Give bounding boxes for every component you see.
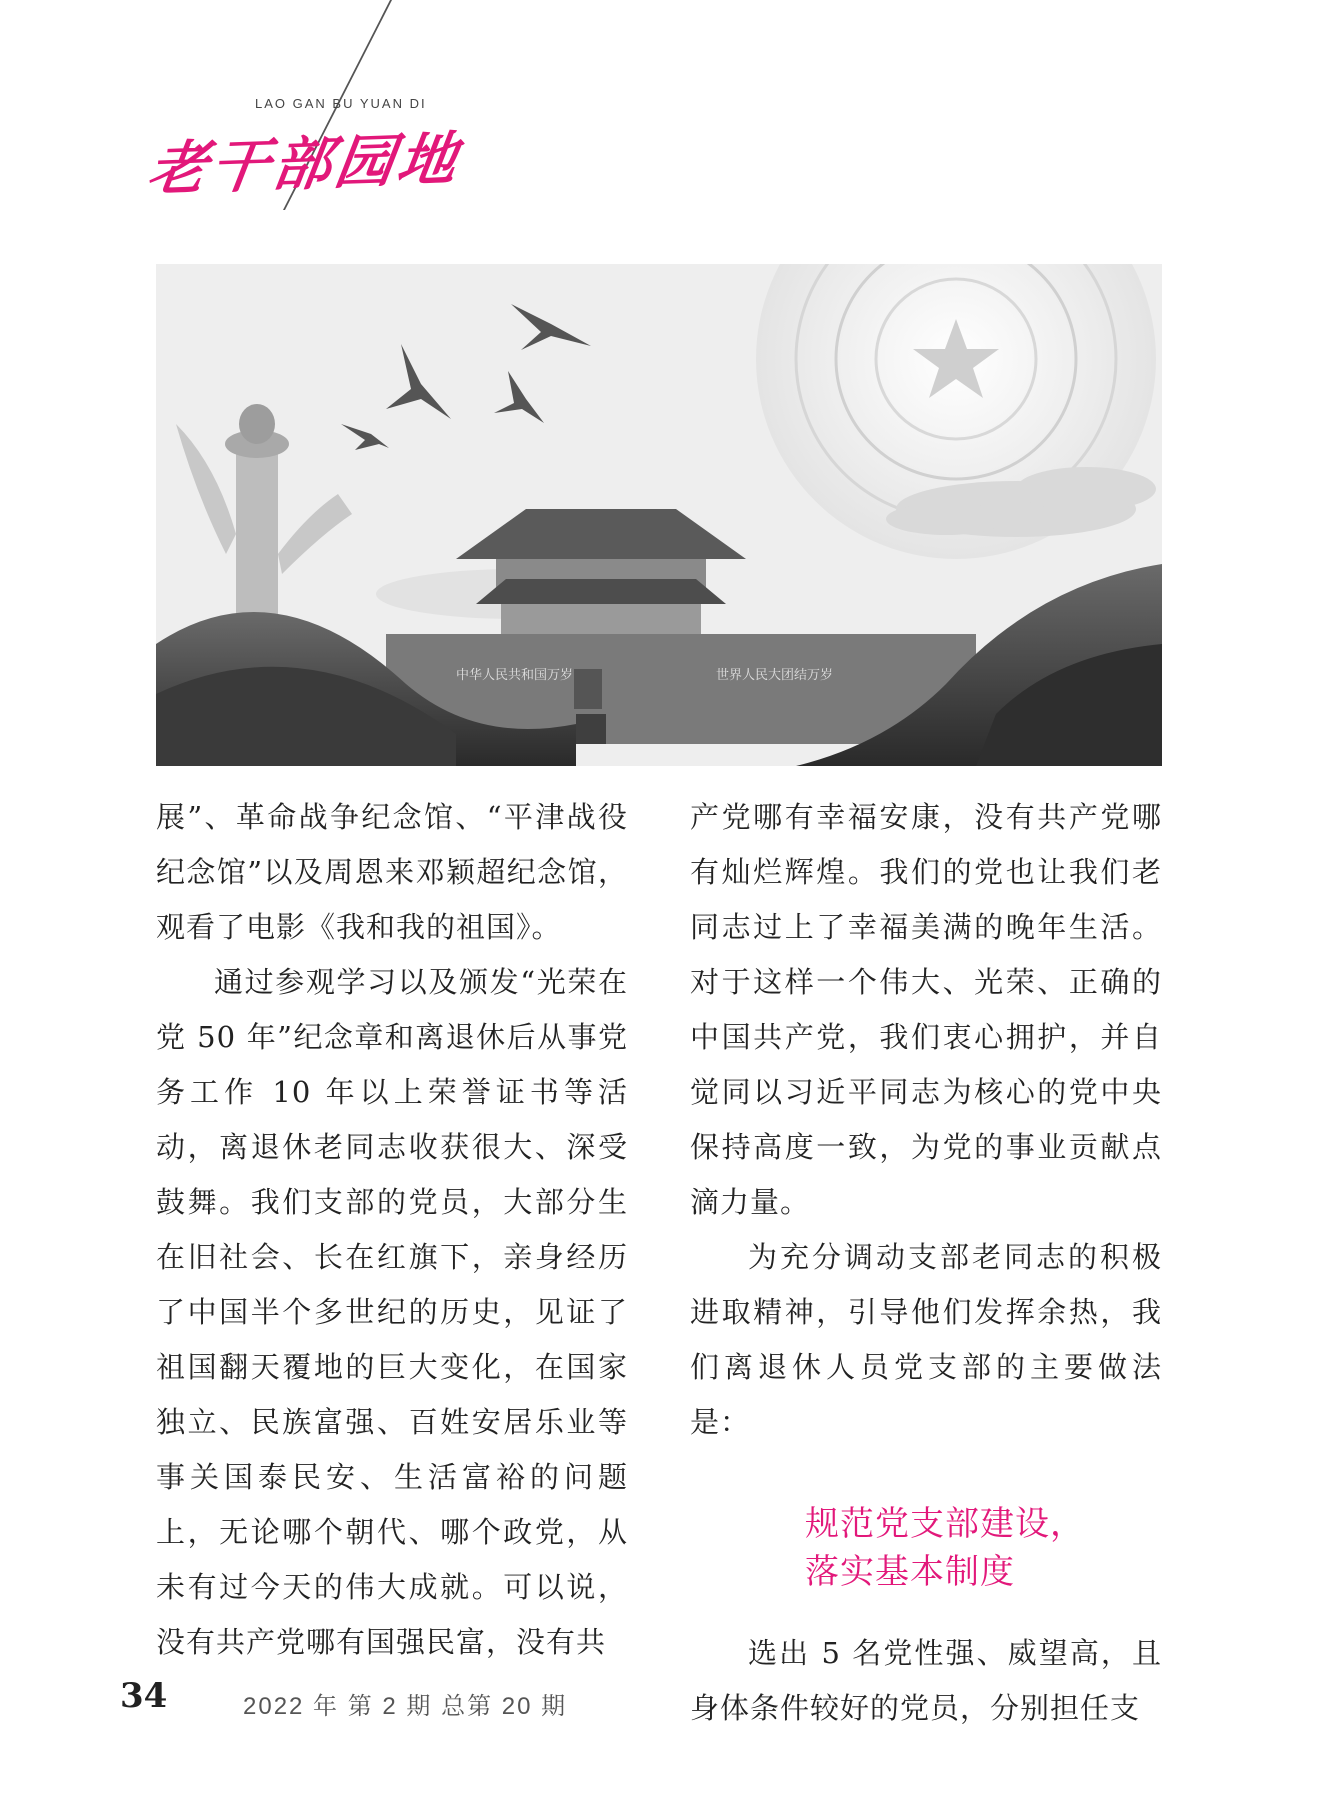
paragraph: 产党哪有幸福安康，没有共产党哪有灿烂辉煌。我们的党也让我们老同志过上了幸福美满的晚年生活。对于这样一个伟大、光荣、正确的中国共产党，我们衷心拥护，并自觉同以习近平同志为核心的党中央保持高度一致，为党的事业贡献点滴力量。 (690, 800, 1162, 1219)
series-title-english: LAO GAN BU YUAN DI (255, 96, 427, 111)
section-heading-line: 规范党支部建设， (805, 1504, 1085, 1544)
section-heading (690, 1500, 1162, 1596)
gate-slogan-left: 中华人民共和国万岁 (456, 668, 574, 683)
issue-info: 2022 年 第 2 期 总第 20 期 (243, 1693, 568, 1720)
paragraph: 为充分调动支部老同志的积极进取精神，引导他们发挥余热，我们离退休人员党支部的主要做法是： (690, 1240, 1162, 1439)
article-left-column (156, 790, 628, 1670)
banner-illustration (156, 264, 1162, 766)
paragraph: 选出 5 名党性强、威望高，且身体条件较好的党员，分别担任支 (690, 1636, 1162, 1725)
paragraph: 展”、革命战争纪念馆、“平津战役纪念馆”以及周恩来邓颖超纪念馆，观看了电影《我和我的祖国》。 (156, 800, 628, 944)
paragraph: 通过参观学习以及颁发“光荣在党 50 年”纪念章和离退休后从事党务工作 10 年以上荣誉证书等活动，离退休老同志收获很大、深受鼓舞。我们支部的党员，大部分生在旧社会、长在红旗下，亲身经历了中国半个多世纪的历史，见证了祖国翻天覆地的巨大变化，在国家独立、民族富强、百姓安居乐业等事关国泰民安、生活富裕的问题上，无论哪个朝代、哪个政党，从未有过今天的伟大成就。可以说，没有共产党哪有国强民富，没有共 (156, 965, 628, 1659)
gate-slogan-right: 世界人民大团结万岁 (716, 668, 834, 683)
section-heading-line: 落实基本制度 (805, 1552, 1015, 1592)
article-right-column (690, 790, 1162, 1736)
page-number: 34 (120, 1676, 168, 1716)
series-title-logo: 老干部园地 (143, 124, 465, 204)
